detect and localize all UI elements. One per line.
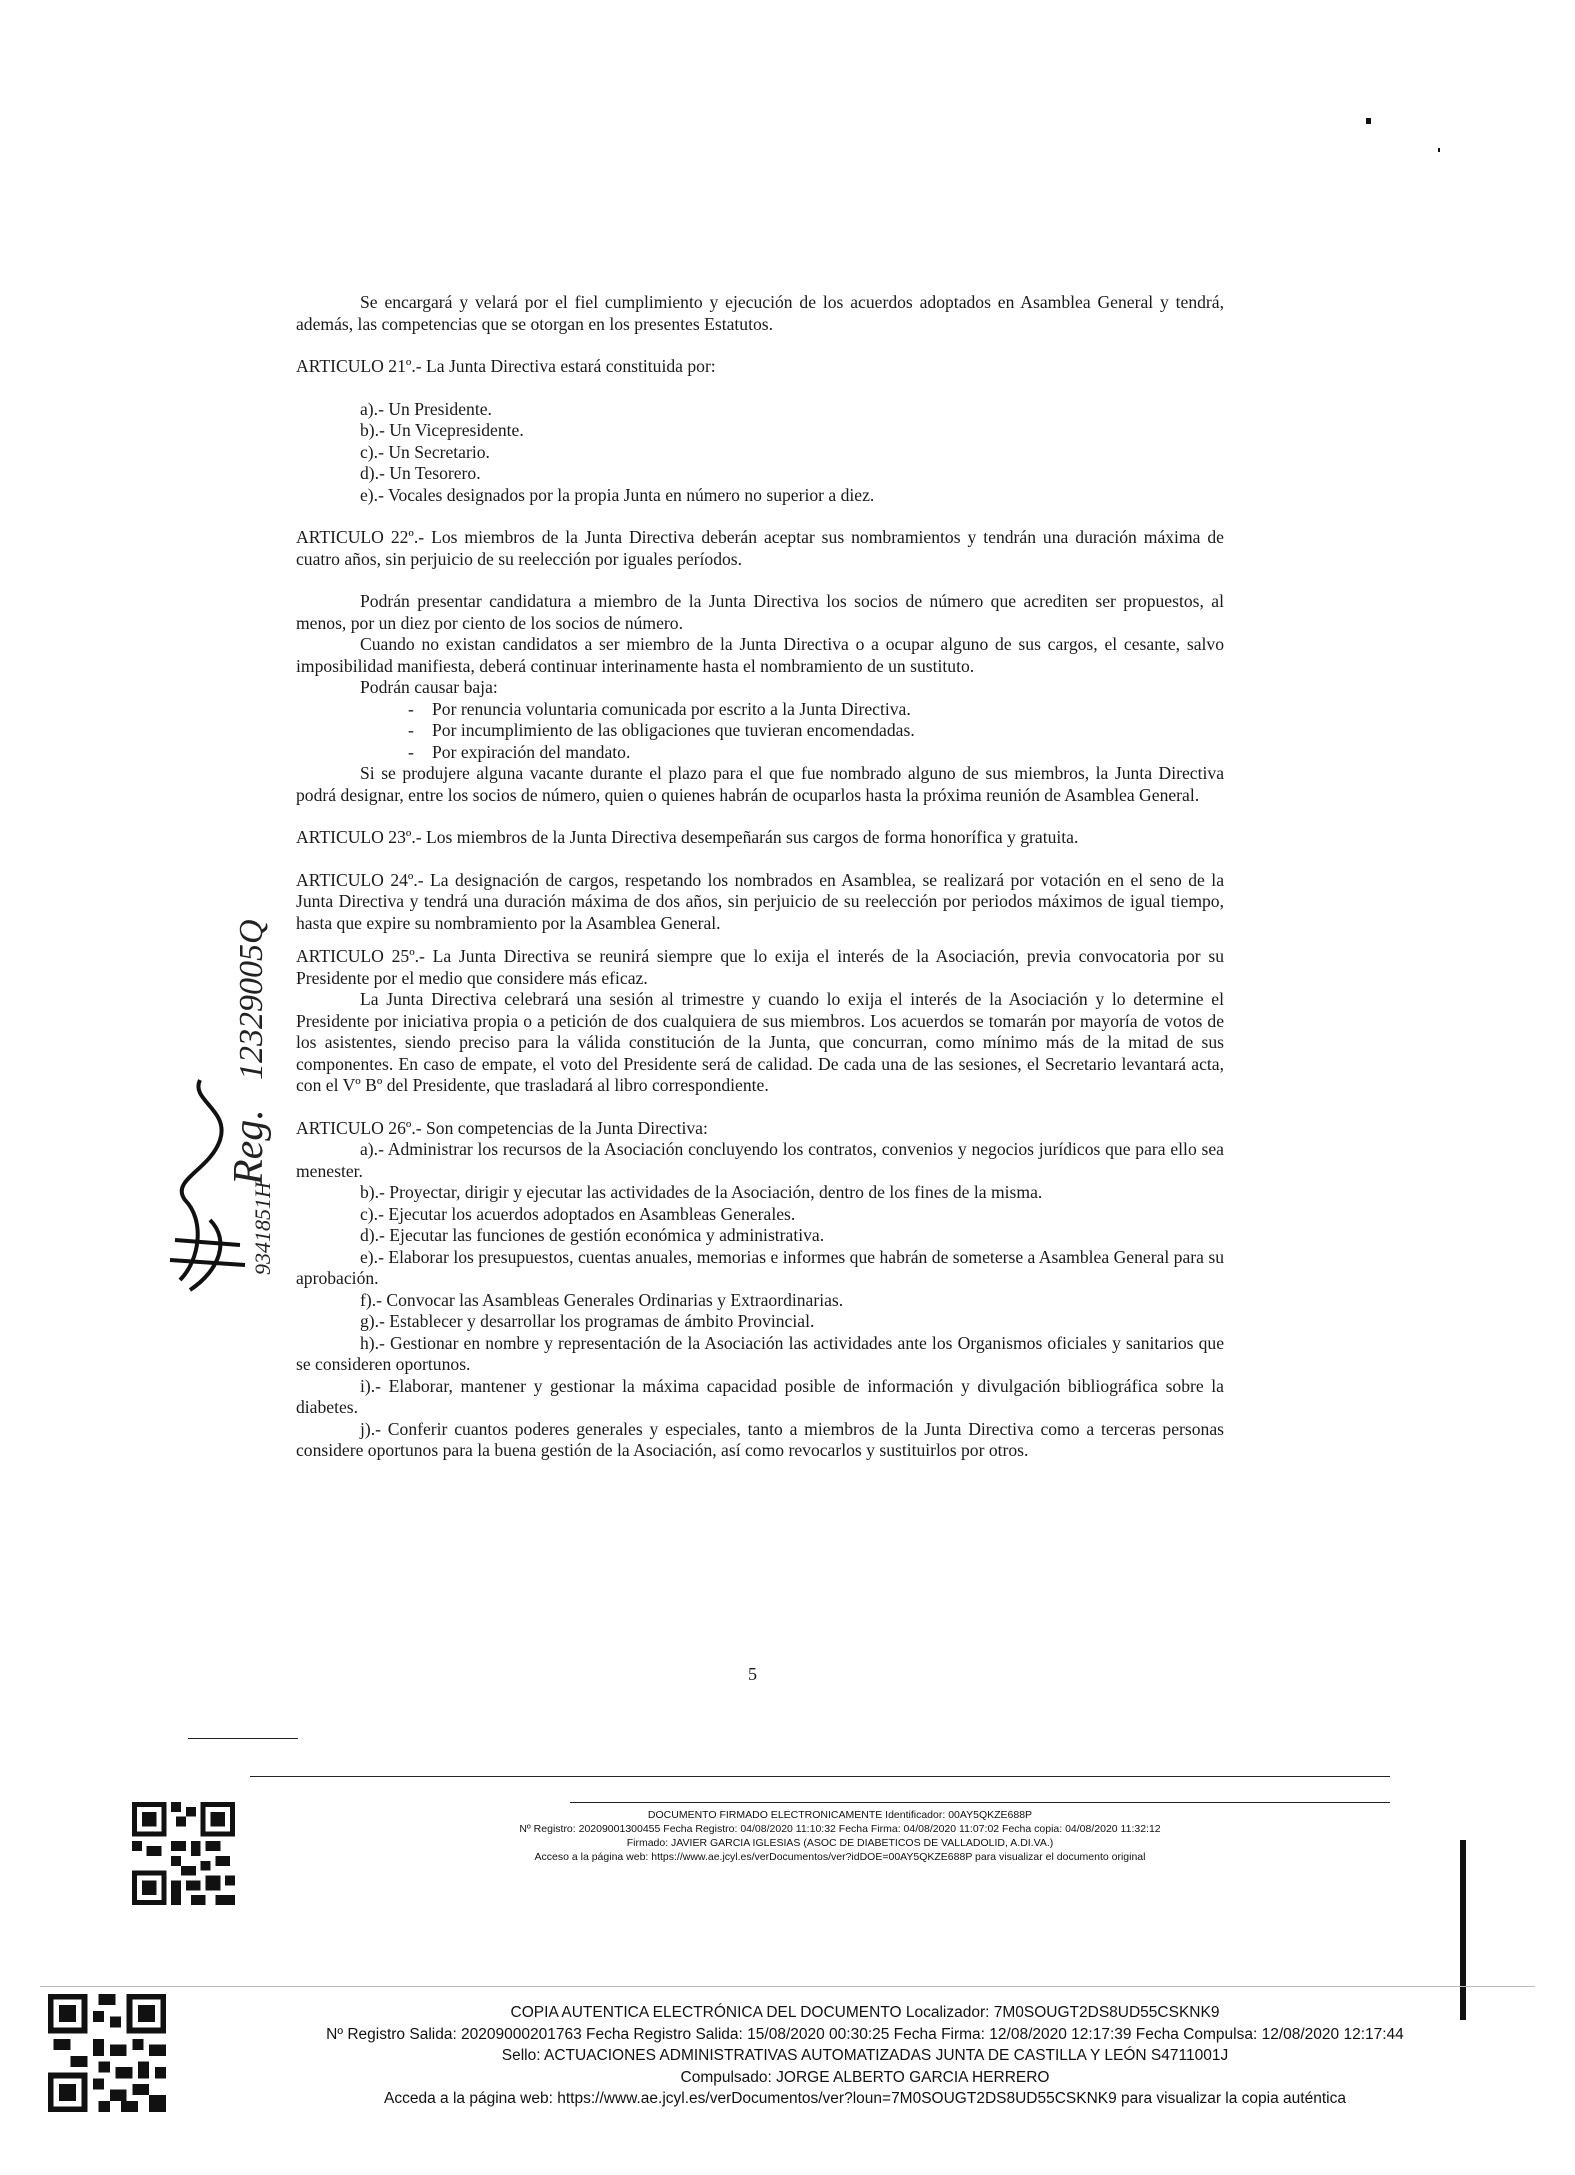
qr-code-icon <box>48 1994 166 2117</box>
paragraph: Podrán presentar candidatura a miembro de la Junta Directiva los socios de número que acrediten ser propuestos, al menos, por un diez por ciento de los socios de número. <box>296 591 1224 633</box>
signature-line: Nº Registro: 20209001300455 Fecha Registro: 04/08/2020 11:10:32 Fecha Firma: 04/08/2020 11:07:02 Fecha copia: 04/08/2020 11:32:12 <box>519 1823 1161 1835</box>
baja-list <box>296 699 1224 764</box>
signature-line: DOCUMENTO FIRMADO ELECTRONICAMENTE Identificador: 00AY5QKZE688P <box>647 1809 1033 1821</box>
signature-footer <box>400 1808 1280 1864</box>
list-item: a).- Administrar los recursos de la Asociación concluyendo los contratos, convenios y negocios jurídicos que para ello sea menester. <box>296 1139 1224 1181</box>
copy-line: Sello: ACTUACIONES ADMINISTRATIVAS AUTOMATIZADAS JUNTA DE CASTILLA Y LEÓN S4711001J <box>501 2047 1229 2064</box>
signature-url[interactable]: Acceso a la página web: https://www.ae.jcyl.es/verDocumentos/ver?idDOE=00AY5QKZE688P para visualizar el documento original <box>534 1851 1146 1863</box>
list-item: i).- Elaborar, mantener y gestionar la máxima capacidad posible de información y divulgación bibliográfica sobre la diabetes. <box>296 1375 1224 1417</box>
article-24: ARTICULO 24º.- La designación de cargos, respetando los nombrados en Asamblea, se realizará por votación en el seno de la Junta Directiva y tendrá una duración máxima de dos años, sin perjuicio de su reelección por periodos máximos de igual tiempo, hasta que expire su nombramiento por la Asamblea General. <box>296 869 1224 933</box>
paragraph: La Junta Directiva celebrará una sesión al trimestre y cuando lo exija el interés de la Asociación y lo determine el Presidente por iniciativa propia o a petición de dos cualquiera de sus miembros. Los acuerdos se tomarán por mayoría de votos de los asistentes, siendo preciso para la válida constitución de la Junta, que concurran, como mínimo más de la mitad de sus componentes. En caso de empate, el voto del Presidente será de calidad. De cada una de las sesiones, el Secretario levantará acta, con el Vº Bº del Presidente, que trasladará al libro correspondiente. <box>296 989 1224 1095</box>
list-item: - Por renuncia voluntaria comunicada por escrito a la Junta Directiva. <box>432 699 1224 721</box>
copy-line: Nº Registro Salida: 20209000201763 Fecha Registro Salida: 15/08/2020 00:30:25 Fecha Firma: 12/08/2020 12:17:39 Fecha Compulsa: 12/08/2020 12:17:44 <box>326 2025 1404 2043</box>
article-25: ARTICULO 25º.- La Junta Directiva se reunirá siempre que lo exija el interés de la Asociación, previa convocatoria por su Presidente por el medio que considere más eficaz. <box>296 946 1224 988</box>
footer-divider <box>570 1802 1390 1803</box>
footer-divider <box>40 1986 1535 1987</box>
handwritten-id-2: 9341851H <box>250 1182 275 1275</box>
article-23: ARTICULO 23º.- Los miembros de la Junta Directiva desempeñarán sus cargos de forma honorífica y gratuita. <box>296 827 1079 847</box>
list-item: a).- Un Presidente. <box>360 398 492 419</box>
scan-speck <box>1366 118 1371 124</box>
article-21-heading: ARTICULO 21º.- La Junta Directiva estará constituida por: <box>296 356 716 376</box>
list-item: - Por expiración del mandato. <box>432 742 1224 764</box>
paragraph: Se encargará y velará por el fiel cumplimiento y ejecución de los acuerdos adoptados en Asamblea General y tendrá, además, las competencias que se otorgan en los presentes Estatutos. <box>296 292 1224 334</box>
list-item: e).- Elaborar los presupuestos, cuentas anuales, memorias e informes que habrán de someterse a Asamblea General para su aprobación. <box>296 1246 1224 1288</box>
list-item: b).- Un Vicepresidente. <box>360 420 524 440</box>
paragraph: Cuando no existan candidatos a ser miembro de la Junta Directiva o a ocupar alguno de sus cargos, el cesante, salvo imposibilidad manifiesta, deberá continuar interinamente hasta el nombramiento de un sustituto. <box>296 634 1224 676</box>
copy-url[interactable]: Acceda a la página web: https://www.ae.jcyl.es/verDocumentos/ver?loun=7M0SOUGT2DS8UD55CSKNK9 para visualizar la copia auténtica <box>384 2090 1346 2107</box>
list-item: j).- Conferir cuantos poderes generales y especiales, tanto a miembros de la Junta Directiva como a terceras personas considere oportunos para la buena gestión de la Asociación, así como revocarlos y sustituirlos por otros. <box>296 1418 1224 1460</box>
list-item: c).- Un Secretario. <box>360 441 490 462</box>
article-22: ARTICULO 22º.- Los miembros de la Junta Directiva deberán aceptar sus nombramientos y tendrán una duración máxima de cuatro años, sin perjuicio de su reelección por iguales períodos. <box>296 527 1224 569</box>
footer-divider <box>250 1776 1390 1777</box>
paragraph: Si se produjere alguna vacante durante el plazo para el que fue nombrado alguno de sus miembros, la Junta Directiva podrá designar, entre los socios de número, quien o quienes habrán de ocuparlos hasta la próxima reunión de Asamblea General. <box>296 763 1224 805</box>
scan-edge-bar <box>1460 1840 1466 2020</box>
article-26-heading: ARTICULO 26º.- Son competencias de la Junta Directiva: <box>296 1117 708 1138</box>
paragraph: Podrán causar baja: <box>360 677 498 697</box>
handwritten-annotations <box>150 700 290 1300</box>
list-item: c).- Ejecutar los acuerdos adoptados en Asambleas Generales. <box>360 1203 796 1224</box>
document-body <box>296 292 1224 1462</box>
signature-line: Firmado: JAVIER GARCIA IGLESIAS (ASOC DE DIABETICOS DE VALLADOLID, A.DI.VA.) <box>626 1837 1054 1849</box>
copy-footer <box>325 2002 1405 2110</box>
copy-line: Compulsado: JORGE ALBERTO GARCIA HERRERO <box>680 2068 1050 2086</box>
list-item: h).- Gestionar en nombre y representación de la Asociación las actividades ante los Organismos oficiales y sanitarios que se consideren oportunos. <box>296 1332 1224 1374</box>
list-item: g).- Establecer y desarrollar los programas de ámbito Provincial. <box>360 1311 815 1331</box>
copy-line: COPIA AUTENTICA ELECTRÓNICA DEL DOCUMENTO Localizador: 7M0SOUGT2DS8UD55CSKNK9 <box>510 2004 1220 2021</box>
list-item: d).- Ejecutar las funciones de gestión económica y administrativa. <box>360 1225 825 1245</box>
scan-speck <box>1438 148 1440 152</box>
handwritten-id-1: 12329005Q <box>233 919 270 1080</box>
list-item: - Por incumplimiento de las obligaciones que tuvieran encomendadas. <box>432 720 1224 742</box>
list-item: d).- Un Tesorero. <box>360 463 481 483</box>
list-item: f).- Convocar las Asambleas Generales Ordinarias y Extraordinarias. <box>360 1289 844 1310</box>
list-item: e).- Vocales designados por la propia Junta en número no superior a diez. <box>360 484 875 505</box>
list-item: b).- Proyectar, dirigir y ejecutar las actividades de la Asociación, dentro de los fines de la misma. <box>360 1182 1043 1202</box>
handwritten-reg: Reg. <box>226 1109 272 1185</box>
qr-code-icon <box>132 1802 235 1910</box>
divider <box>188 1738 298 1739</box>
page-number: 5 <box>748 1664 757 1684</box>
